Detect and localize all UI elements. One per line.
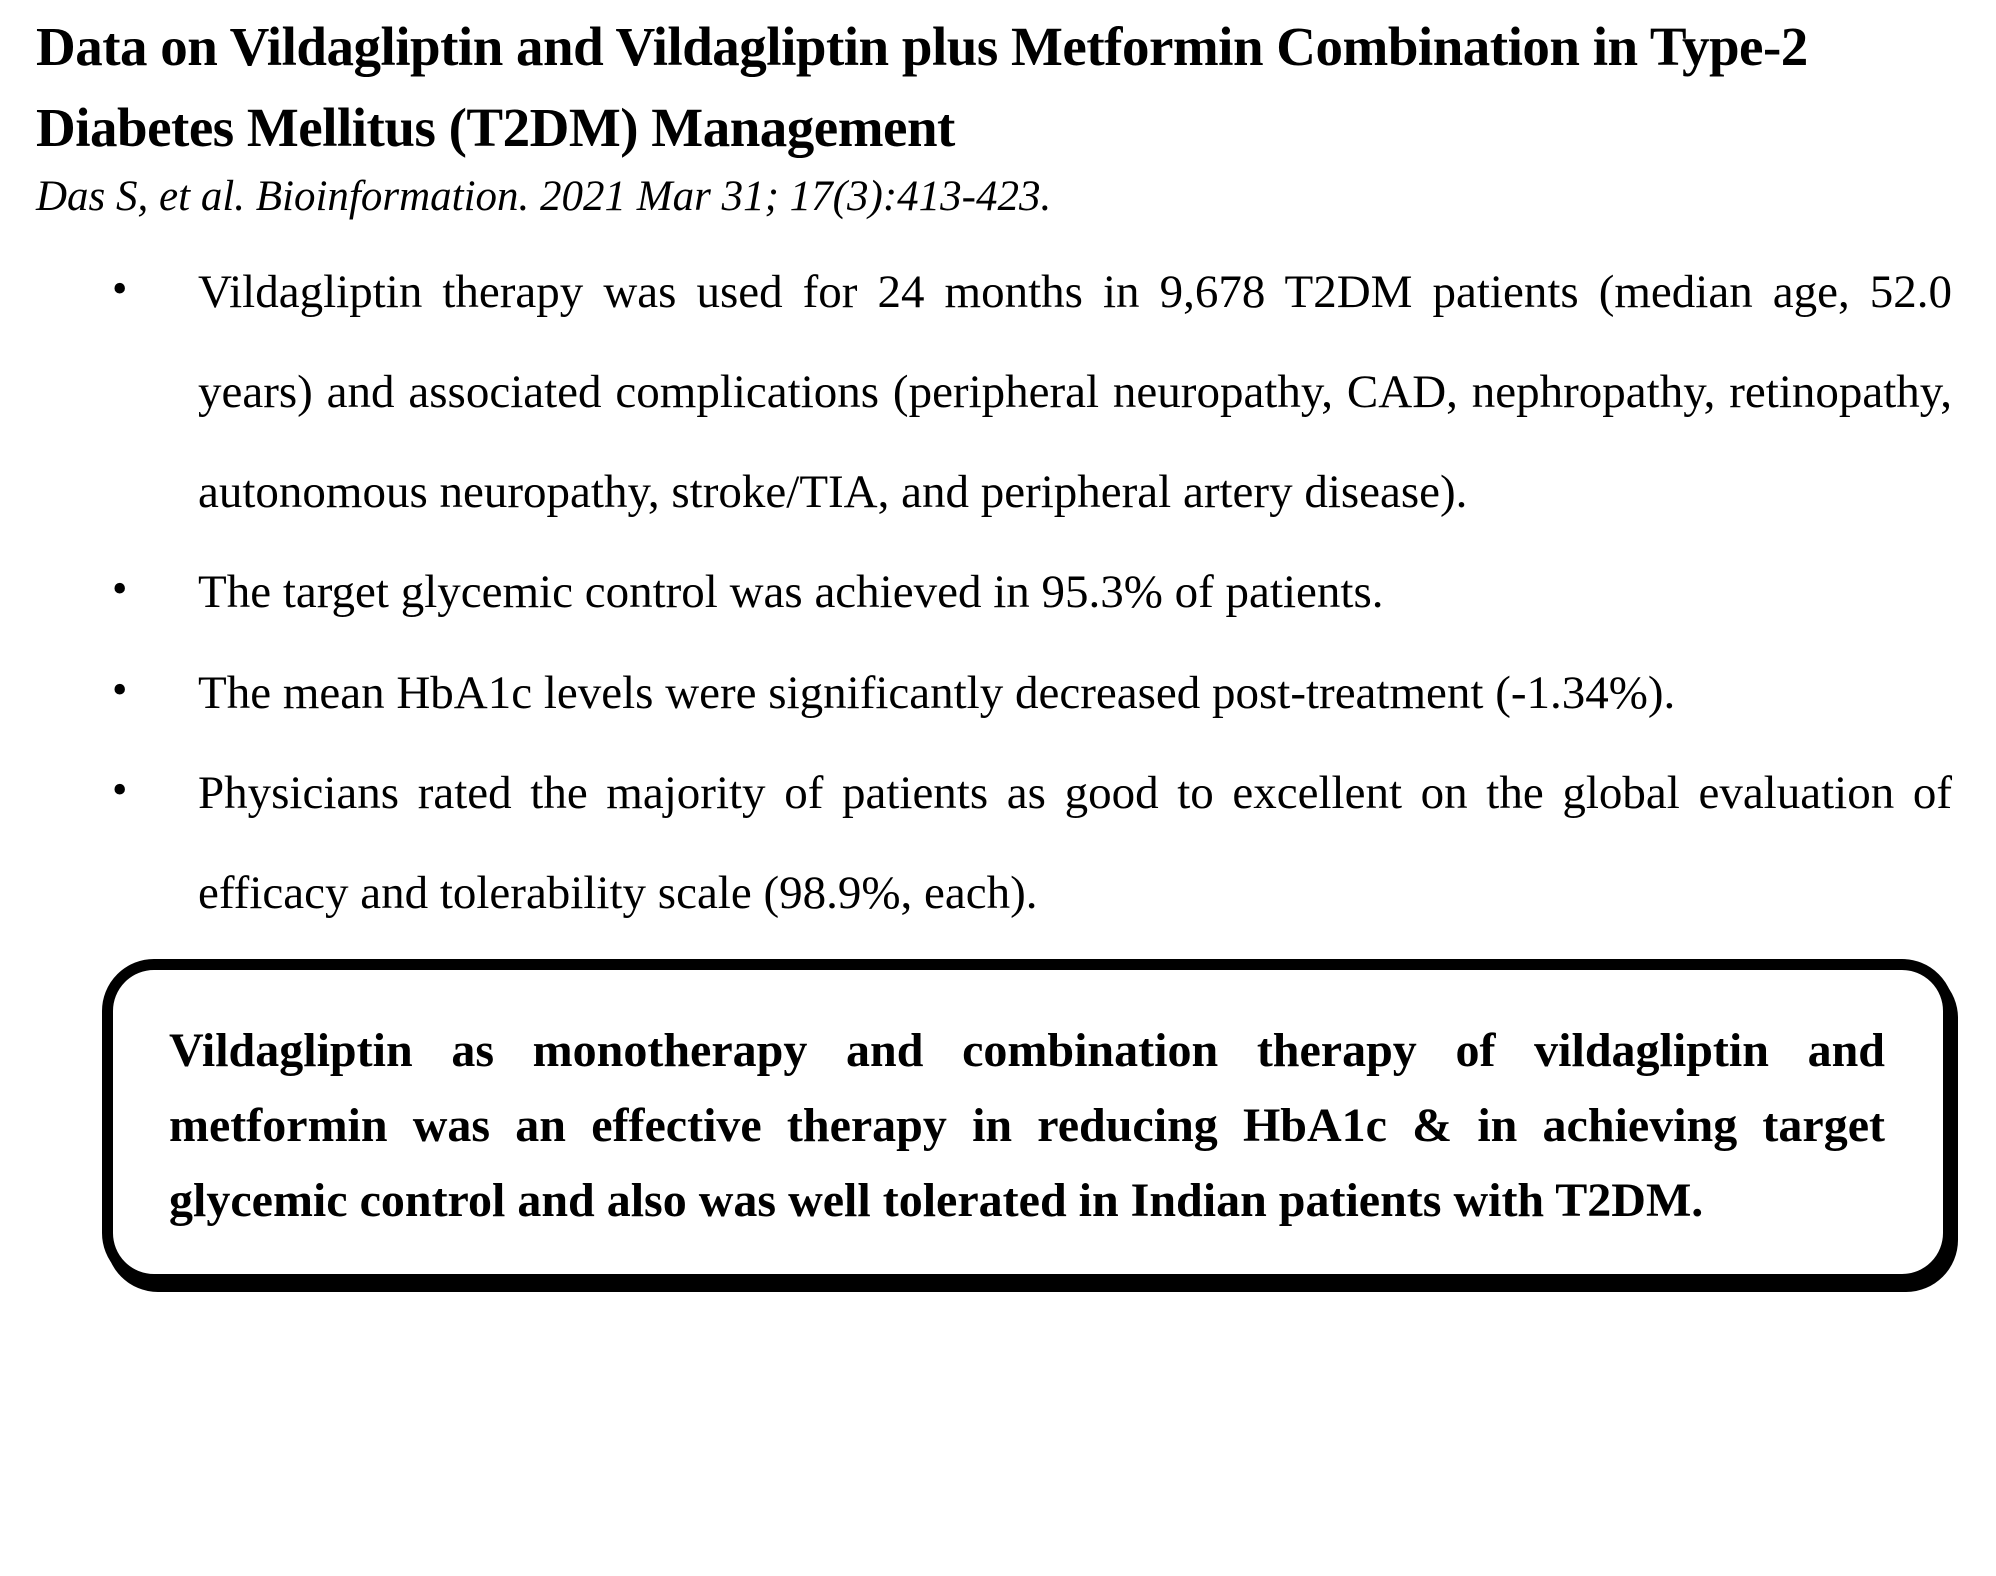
bullet-icon: • (112, 764, 128, 814)
conclusion-text: Vildagliptin as monotherapy and combination therapy of vildagliptin and metformin was an effective therapy in reducing HbA1c & in achieving target glycemic control and also was well tolerated in Indian patients with T2DM. (169, 1023, 1885, 1227)
bullet-item (36, 643, 1956, 743)
bullet-item (36, 743, 1956, 943)
bullet-item (36, 542, 1956, 642)
bullet-icon: • (112, 664, 128, 714)
bullet-icon: • (112, 564, 128, 614)
bullet-text: The target glycemic control was achieved in 95.3% of patients. (198, 566, 1384, 619)
bullet-item (36, 242, 1956, 542)
bullet-text: Vildagliptin therapy was used for 24 months in 9,678 T2DM patients (median age, 52.0 years) and associated complications (peripheral neuropathy, CAD, nephropathy, retinopathy, autonomous neuropathy, stroke/TIA, and peripheral artery disease). (198, 266, 1952, 519)
bullet-list (36, 242, 1956, 943)
conclusion-box (102, 959, 1954, 1286)
citation: Das S, et al. Bioinformation. 2021 Mar 31; 17(3):413-423. (36, 172, 1052, 220)
bullet-text: Physicians rated the majority of patients as good to excellent on the global evaluation of efficacy and tolerability scale (98.9%, each). (198, 766, 1952, 919)
bullet-icon: • (112, 264, 128, 314)
page-title: Data on Vildagliptin and Vildagliptin plus Metformin Combination in Type-2 Diabetes Mellitus (T2DM) Management (36, 16, 1808, 159)
bullet-text: The mean HbA1c levels were significantly decreased post-treatment (-1.34%). (198, 666, 1676, 719)
